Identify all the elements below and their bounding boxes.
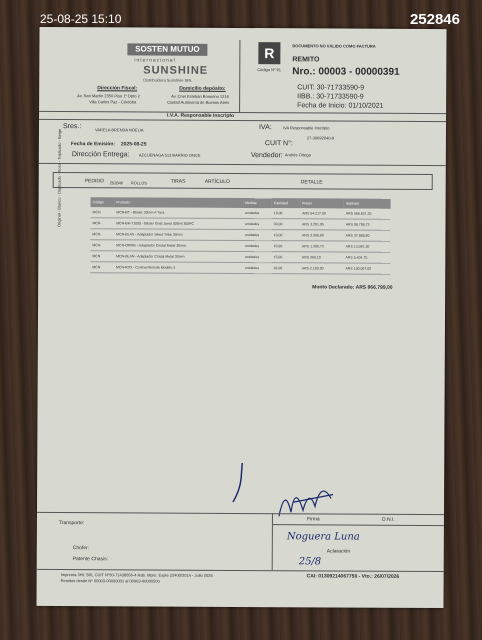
cell: MCN-BK-T1000 - Blister Gold Jama 500ml 300PC — [114, 218, 243, 230]
cell: unidades — [243, 263, 272, 274]
copy-distribution-text: Original - Blanco - Duplicado - Rosa - Triplicado - Beige — [56, 128, 62, 228]
cuit-label: CUIT N°: — [264, 140, 293, 148]
cell: 10,00 — [272, 230, 300, 241]
cell: MCN — [90, 262, 114, 273]
cell: MCN — [91, 207, 115, 218]
logo-sunshine: SUNSHINE — [143, 64, 209, 77]
cell: MCN-BLAS - Adaptador Silent Tribe 30mm — [114, 229, 243, 241]
logo-sosten-mutuo: SOSTEN MUTUO — [127, 43, 207, 55]
cell: ARS 1.306,73 — [300, 241, 344, 252]
patente-label: Patente Chasis: — [72, 556, 109, 563]
cell: MCN — [90, 251, 114, 262]
cell: unidades — [243, 252, 272, 263]
cell: MCN-BT - Blister 30mm A Tura — [114, 207, 243, 218]
fecha-label: Fecha de Emisión: — [70, 141, 116, 148]
cell: ARS 3.291,95 — [300, 219, 344, 230]
cell: ARS 2.100,00 — [300, 263, 344, 274]
cai: CAI: 01309214067750 - Vto.: 26/07/2026 — [306, 573, 400, 580]
rollos-label: ROLLOS — [130, 180, 147, 186]
cell: ARS 54.217,50 — [300, 208, 344, 219]
cell: ARS 360,19 — [300, 252, 344, 263]
customer-cuit: 27-36692640-8 — [306, 135, 335, 141]
header-cuit: CUIT: 30-71733590-9 — [297, 84, 365, 92]
deposito-line-1: Av. Cnel Esteban Bonorino 1216 — [171, 93, 229, 99]
sres-value: VARELA BRENDA NOELIA — [94, 127, 144, 133]
cell: unidades — [243, 208, 272, 219]
iva-value: IVA Responsable Inscripto — [282, 125, 330, 131]
cell: ARS 98.758,73 — [344, 219, 391, 230]
detalle-label: DETALLE — [300, 179, 323, 186]
cell: ARS 5.404,75 — [344, 252, 391, 263]
col-medida: Medida — [243, 198, 272, 208]
dir-label: Dirección Entrega: — [71, 151, 130, 159]
cell: ARS 13.067,30 — [344, 241, 391, 252]
fiscal-line-1: Av. San Martín 2350 Piso 1º Dpto 2 — [77, 93, 140, 99]
chofer-label: Chofer: — [72, 545, 90, 552]
cell: MCN-BLAN - Adaptador Cristal Metal 30mm — [114, 251, 243, 263]
divider-1 — [39, 111, 446, 114]
articulo-label: ARTÍCULO — [204, 178, 230, 185]
monto-declarado: Monto Declarado: ARS 866.799,00 — [312, 284, 393, 291]
doc-number: Nro.: 00003 - 00000391 — [292, 66, 400, 78]
logo-company-name: Distribuidora Sunshine SRL — [143, 77, 193, 83]
vendedor-label: Vendedor: — [250, 152, 283, 160]
tiras-label: TIRAS — [170, 178, 186, 185]
document-type-letter: R — [258, 42, 280, 64]
cell: unidades — [243, 230, 272, 241]
cell: ARS 566.821,25 — [344, 209, 391, 220]
items-table — [90, 197, 390, 275]
col-producto: Producto — [114, 197, 243, 208]
col-subtotal: Subtotal — [344, 199, 391, 209]
remito-document — [36, 27, 446, 608]
cell: MCN — [90, 218, 114, 229]
cell: MCN-ORNG - Adaptador Cristal Metal 30mm — [114, 240, 243, 252]
col-codigo: Código — [91, 197, 115, 207]
handwritten-date: 25/8 — [298, 556, 322, 568]
firma-label: Firma — [306, 516, 320, 523]
footer-divider — [37, 512, 444, 515]
cell: unidades — [243, 219, 272, 230]
iva-responsable: I.V.A. Responsable Inscripto — [167, 112, 235, 119]
fiscal-line-2: Villa Carlos Paz - Córdoba — [89, 99, 137, 105]
cell: 10,00 — [271, 263, 299, 274]
printer-line-1: Imprenta 3HL SRL CUIT Nº30-71438656-4 Hab. Mpro. Expte 22400/2014 - Julio 2025 — [60, 572, 213, 578]
footer-vertical-divider — [272, 513, 273, 570]
cell: ARS 3.566,80 — [300, 230, 344, 241]
fecha-value: 2025-08-25 — [120, 141, 147, 148]
deposito-line-2: Ciudad Autónoma de Buenos Aires — [167, 99, 230, 105]
vendedor-value: Andrés Ortega — [284, 152, 311, 158]
cell: MCN — [90, 229, 114, 240]
cell: ARS 37.666,80 — [344, 230, 391, 241]
cell: ARS 130.007,00 — [343, 263, 390, 274]
divider-3 — [39, 163, 446, 166]
cell: 10,00 — [272, 241, 300, 252]
dir-value: AZCUENAGA 513 BARRIO ONCE — [138, 152, 201, 158]
doc-type: REMITO — [292, 56, 320, 64]
printer-line-2: Remitos desde Nº 00003-00000001 al 00003-00000500 — [60, 578, 160, 584]
cell: MCN-RJO - Cortina Remote Modelo 3 — [114, 262, 243, 274]
cell: unidades — [243, 241, 272, 252]
iva-label: IVA: — [258, 124, 272, 132]
pedido-label: PEDIDO — [84, 178, 104, 185]
header-iibb: IIBB.: 30-71733590-9 — [297, 93, 364, 101]
table-row — [90, 262, 390, 275]
codigo: Código Nº 91 — [257, 67, 282, 73]
header-inicio: Fecha de Inicio: 01/10/2021 — [297, 102, 384, 110]
col-precio: Precio — [300, 198, 344, 208]
no-valido-label: DOCUMENTO NO VÁLIDO COMO FACTURA — [292, 43, 376, 49]
divider-2 — [39, 119, 446, 122]
cell: 10,00 — [272, 208, 300, 219]
fiscal-label: Dirección Fiscal: — [97, 85, 138, 92]
photo-timestamp: 25-08-25 15:10 — [40, 12, 122, 26]
transporte-label: Transporte: — [58, 520, 85, 527]
deposito-label: Domicilio depósito: — [179, 85, 226, 92]
handwritten-name: Noguera Luna — [286, 531, 360, 543]
handwritten-mark — [227, 458, 257, 508]
photo-number: 252846 — [409, 11, 460, 28]
logo-internacional: internacional — [134, 57, 176, 64]
cell: MCN — [90, 240, 114, 251]
aclaracion-label: Aclaración — [326, 548, 351, 555]
pedido-value: 252846 — [109, 180, 124, 186]
header-divider — [239, 40, 240, 112]
cell: 30,00 — [272, 219, 300, 230]
dni-label: D.N.I. — [381, 516, 395, 523]
cell: 15,00 — [271, 252, 299, 263]
col-cantidad: Cantidad — [272, 198, 300, 208]
sres-label: Sres.: — [62, 123, 82, 131]
